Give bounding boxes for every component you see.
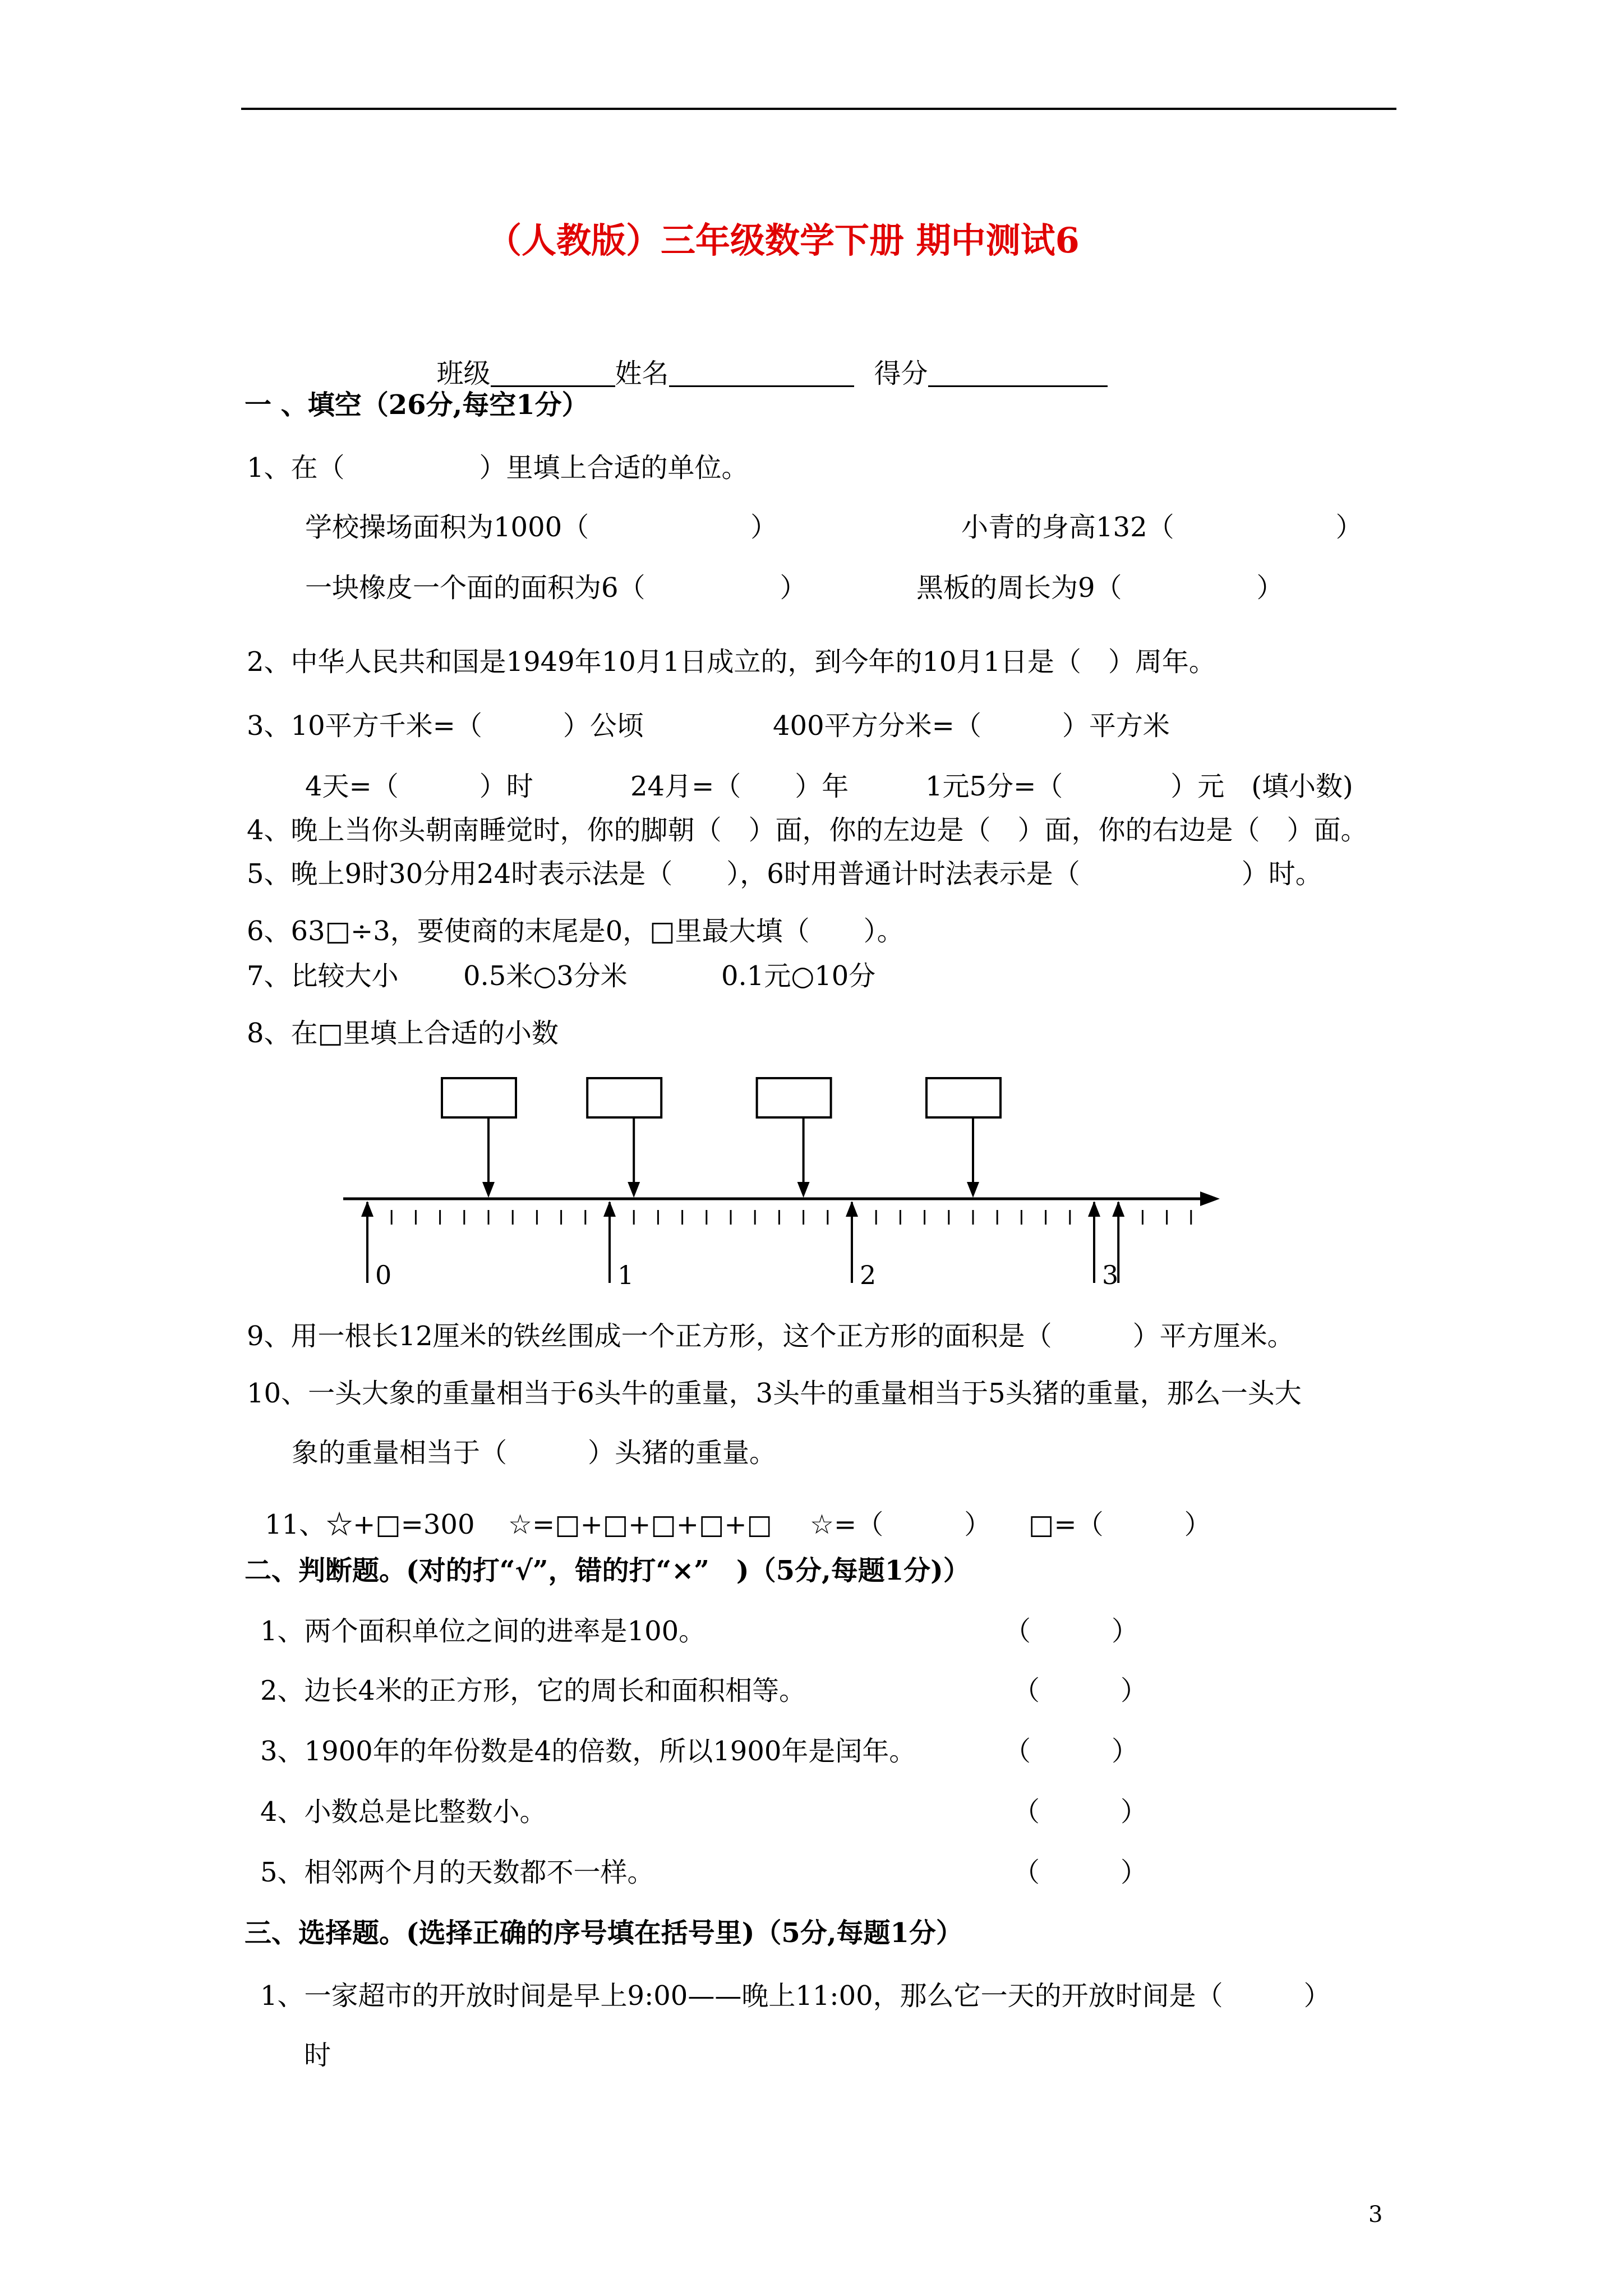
judge-paren-4[interactable]: （ ） — [1013, 1796, 1148, 1828]
axis-arrowhead — [1200, 1191, 1220, 1206]
page-number: 3 — [1368, 2202, 1383, 2228]
judge-item-3: 3、1900年的年份数是4的倍数，所以1900年是闰年。 — [260, 1736, 916, 1767]
integer-label: 2 — [860, 1260, 877, 1290]
judge-paren-1[interactable]: （ ） — [1004, 1616, 1139, 1647]
q3-e: 1元5分=（ ）元 (填小数) — [925, 771, 1353, 802]
up-arrow-head — [846, 1201, 858, 1217]
judge-item-4: 4、小数总是比整数小。 — [260, 1796, 547, 1828]
judge-item-5: 5、相邻两个月的天数都不一样。 — [260, 1857, 654, 1888]
section1-heading: 一 、填空（26分,每空1分） — [245, 389, 589, 421]
answer-box — [442, 1078, 516, 1117]
q11-d: □=（ ） — [1029, 1509, 1211, 1540]
answer-box — [587, 1078, 661, 1117]
integer-label: 3 — [1102, 1260, 1119, 1290]
q11-c: ☆=（ ） — [810, 1509, 992, 1540]
q11-b: ☆=□+□+□+□+□ — [508, 1509, 772, 1540]
integer-label: 1 — [617, 1260, 634, 1290]
down-arrow-head — [482, 1182, 495, 1198]
section3-heading: 三、选择题。(选择正确的序号填在括号里)（5分,每题1分） — [245, 1917, 963, 1949]
name-label: 姓名 — [615, 358, 669, 389]
class-blank[interactable] — [491, 385, 615, 387]
judge-item-2: 2、边长4米的正方形，它的周长和面积相等。 — [260, 1675, 806, 1706]
q4: 4、晚上当你头朝南睡觉时，你的脚朝（ ）面，你的左边是（ ）面，你的右边是（ ）面。 — [247, 815, 1368, 846]
up-arrow-head — [603, 1201, 616, 1217]
student-info-row — [419, 333, 1108, 387]
class-label: 班级 — [436, 358, 491, 389]
section2-heading: 二、判断题。(对的打“√”，错的打“×” )（5分,每题1分)） — [245, 1555, 970, 1586]
page-title: （人教版）三年级数学下册 期中测试6 — [487, 220, 1080, 261]
score-blank[interactable] — [928, 385, 1108, 387]
judge-paren-3[interactable]: （ ） — [1004, 1736, 1139, 1767]
answer-box — [926, 1078, 1000, 1117]
answer-box — [757, 1078, 831, 1117]
q10-line2: 象的重量相当于（ ）头猪的重量。 — [292, 1437, 777, 1469]
number-line — [336, 1066, 1223, 1313]
q11-a: 11、☆+□=300 — [265, 1509, 475, 1540]
q3-c: 4天=（ ）时 — [305, 771, 533, 802]
q3-a: 3、10平方千米=（ ）公顷 — [247, 710, 644, 742]
q8-stem: 8、在□里填上合适的小数 — [247, 1018, 559, 1049]
q7-label: 7、比较大小 — [247, 960, 399, 992]
q10-line1: 10、一头大象的重量相当于6头牛的重量，3头牛的重量相当于5头猪的重量，那么一头大 — [247, 1378, 1302, 1409]
q1-d: 黑板的周长为9（ ） — [916, 572, 1284, 604]
q9: 9、用一根长12厘米的铁丝围成一个正方形，这个正方形的面积是（ ）平方厘米。 — [247, 1320, 1294, 1352]
name-blank[interactable] — [669, 385, 854, 387]
q7-b: 0.1元○10分 — [721, 960, 876, 992]
down-arrow-head — [628, 1182, 640, 1198]
integer-label: 0 — [375, 1260, 392, 1290]
judge-paren-2[interactable]: （ ） — [1013, 1675, 1148, 1706]
q1-a: 学校操场面积为1000（ ） — [305, 512, 778, 543]
q6: 6、63□÷3，要使商的末尾是0，□里最大填（ ）。 — [247, 915, 904, 947]
choice-q1-line2: 时 — [304, 2040, 331, 2071]
up-arrow-head — [361, 1201, 374, 1217]
q1-stem: 1、在（ ）里填上合适的单位。 — [247, 452, 749, 484]
q1-b: 小青的身高132（ ） — [961, 512, 1363, 543]
q3-d: 24月=（ ）年 — [630, 771, 849, 802]
q7-a: 0.5米○3分米 — [463, 960, 628, 992]
q2: 2、中华人民共和国是1949年10月1日成立的，到今年的10月1日是（ ）周年。 — [247, 646, 1216, 678]
up-arrow-head — [1088, 1201, 1100, 1217]
up-arrow-head — [1112, 1201, 1124, 1217]
down-arrow-head — [797, 1182, 810, 1198]
header-rule — [241, 108, 1396, 110]
choice-q1-line1: 1、一家超市的开放时间是早上9:00——晚上11:00，那么它一天的开放时间是（ ） — [260, 1980, 1331, 2012]
q1-c: 一块橡皮一个面的面积为6（ ） — [305, 572, 807, 604]
q5: 5、晚上9时30分用24时表示法是（ ），6时用普通计时法表示是（ ）时。 — [247, 858, 1322, 890]
q3-b: 400平方分米=（ ）平方米 — [773, 710, 1170, 742]
judge-item-1: 1、两个面积单位之间的进率是100。 — [260, 1616, 706, 1647]
down-arrow-head — [967, 1182, 979, 1198]
judge-paren-5[interactable]: （ ） — [1013, 1857, 1148, 1888]
score-label: 得分 — [874, 358, 928, 389]
